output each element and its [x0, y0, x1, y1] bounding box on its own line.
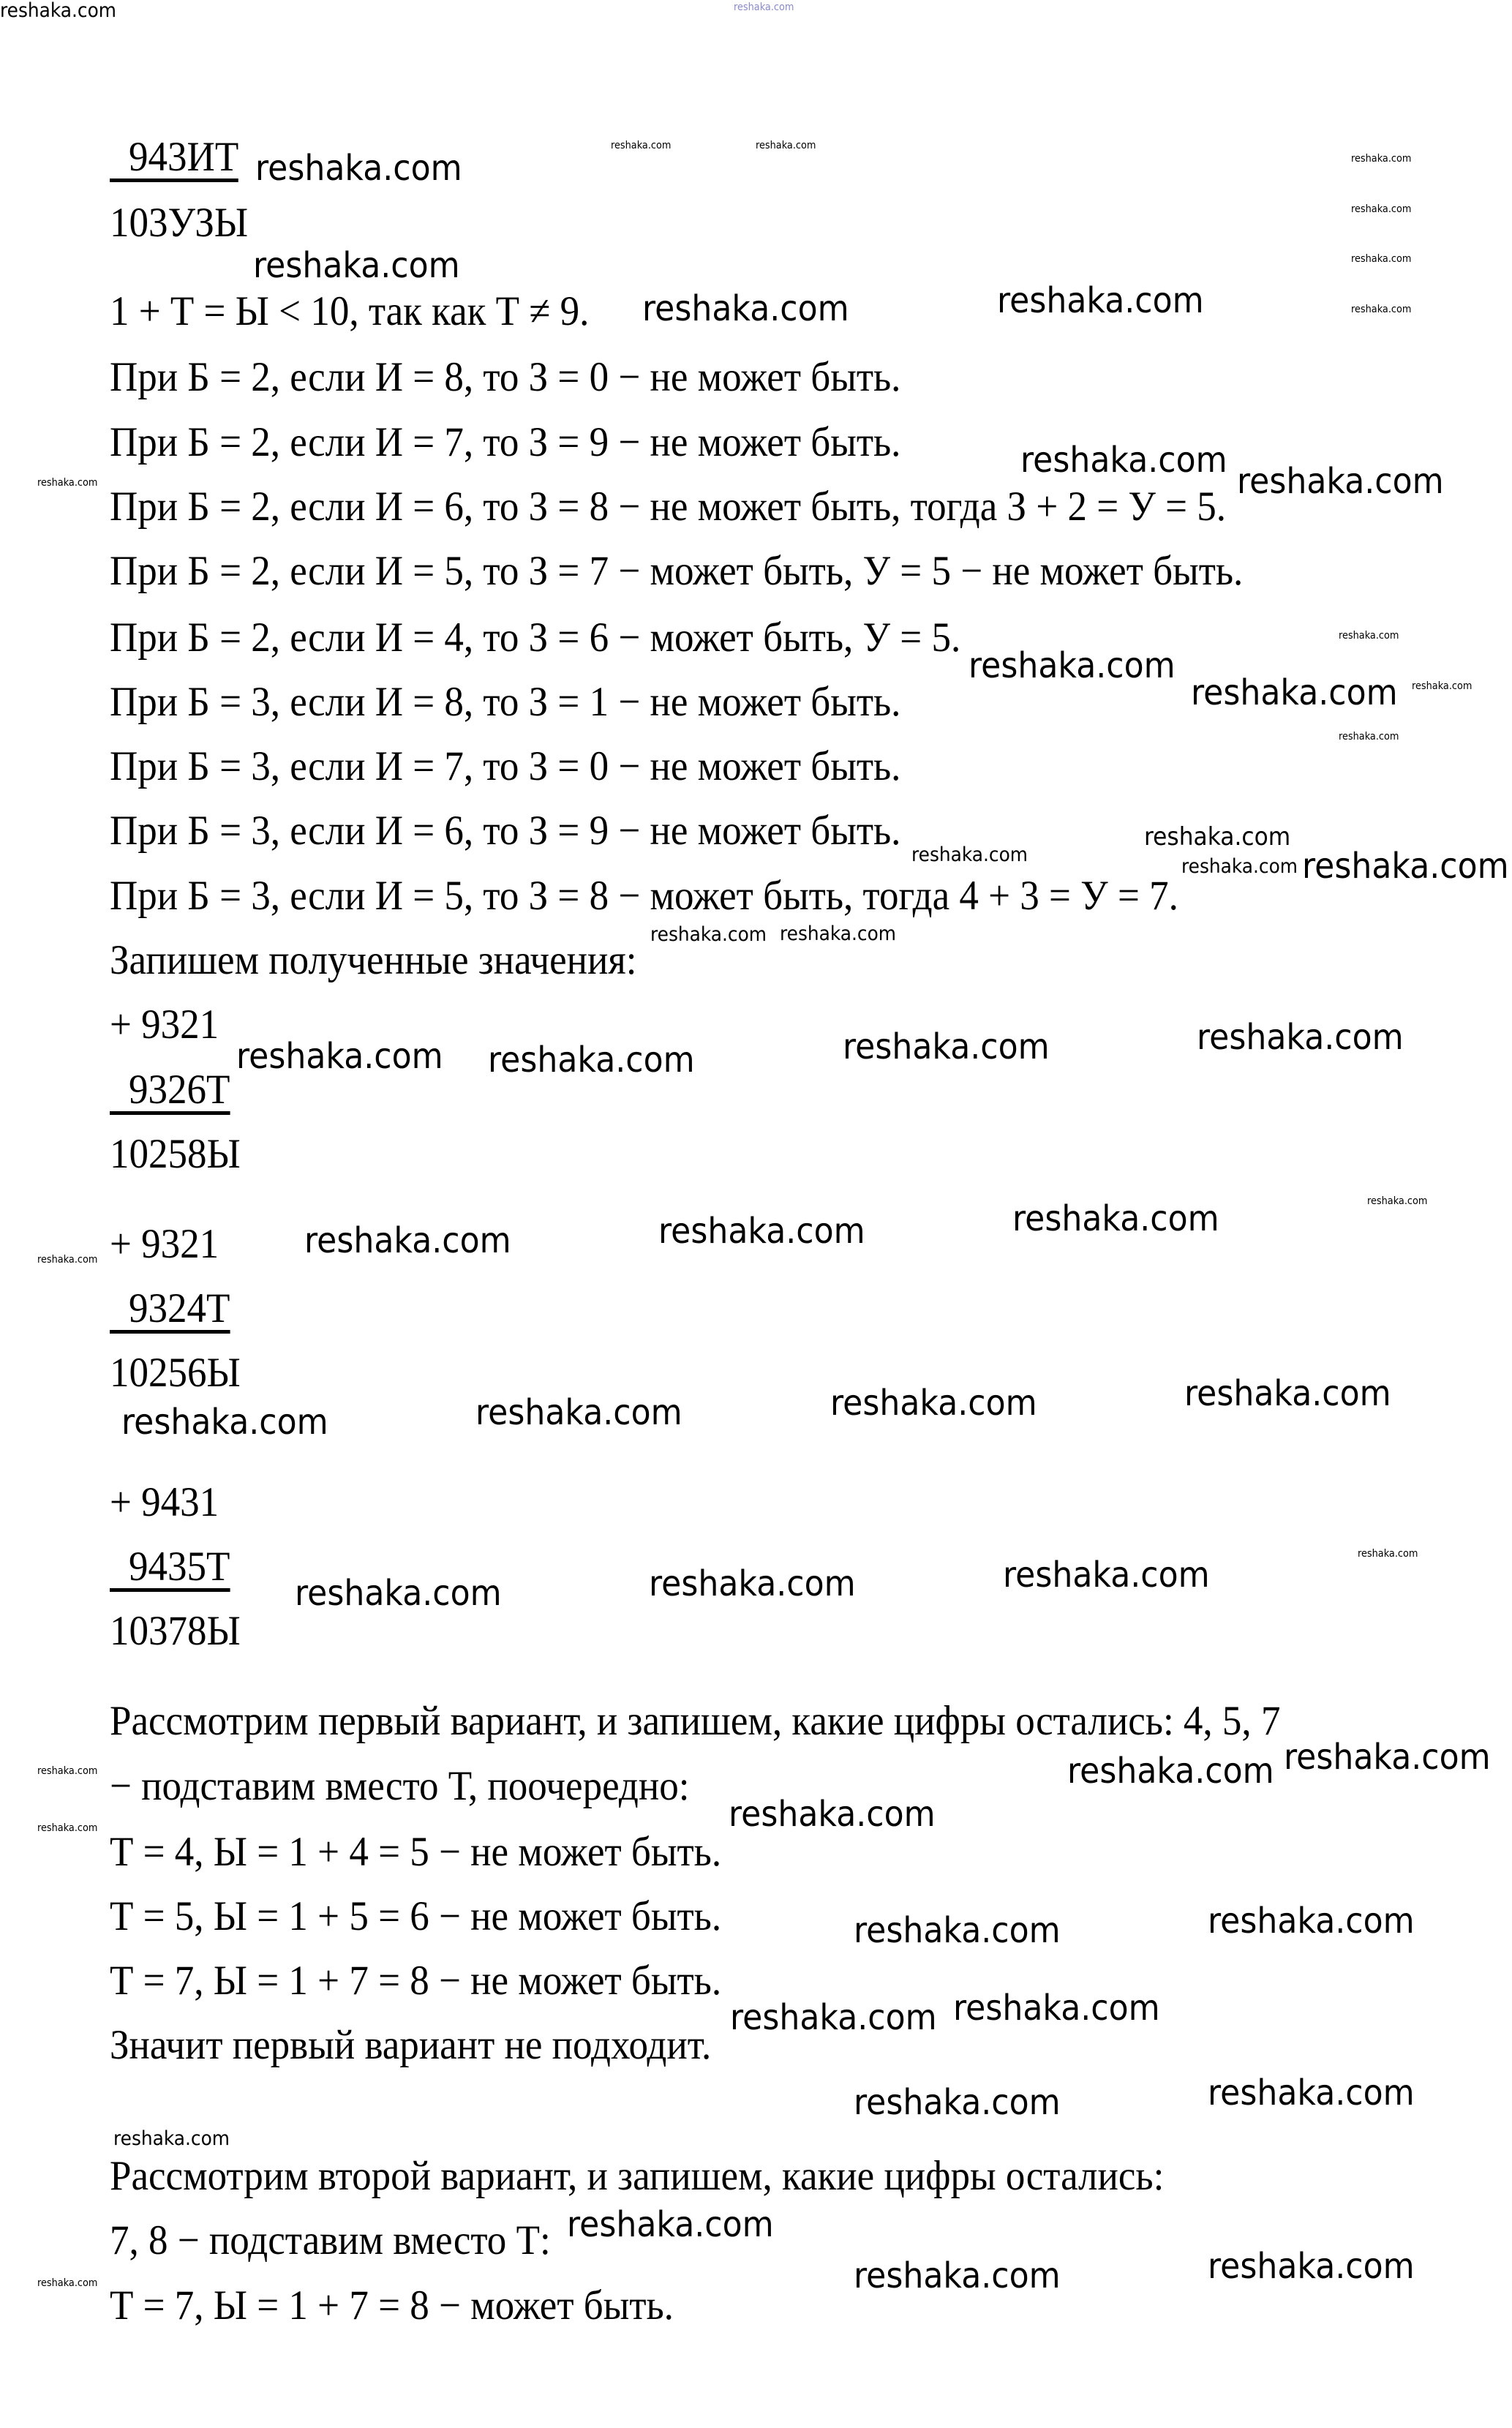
text-line — [110, 1829, 721, 1876]
watermark: reshaka.com — [854, 2082, 1061, 2123]
watermark: reshaka.com — [37, 1822, 98, 1834]
text-line — [110, 1001, 219, 1048]
watermark: reshaka.com — [730, 1997, 937, 2038]
text-line — [110, 808, 900, 854]
watermark: reshaka.com — [1367, 1195, 1428, 1207]
line-text: Т = 5, Ы = 1 + 5 = 6 − не может быть. — [110, 1893, 722, 1939]
text-line — [110, 2217, 551, 2264]
watermark: reshaka.com — [729, 1794, 936, 1835]
text-line — [110, 1350, 241, 1397]
watermark: reshaka.com — [488, 1040, 695, 1080]
watermark: reshaka.com — [911, 843, 1028, 866]
watermark: reshaka.com — [854, 1910, 1061, 1951]
watermark: reshaka.com — [1237, 461, 1444, 502]
underlined-addend: 9435Т — [110, 1546, 230, 1592]
watermark: reshaka.com — [1351, 153, 1412, 165]
watermark: reshaka.com — [734, 1, 794, 13]
line-text: 10256Ы — [110, 1350, 241, 1396]
text-line — [110, 200, 248, 247]
text-line — [110, 354, 900, 401]
watermark: reshaka.com — [121, 1402, 328, 1443]
watermark: reshaka.com — [37, 1765, 98, 1777]
line-text: При Б = 2, если И = 7, то З = 9 − не может быть. — [110, 419, 901, 465]
line-text: Т = 7, Ы = 1 + 7 = 8 − не может быть. — [110, 1958, 722, 2004]
watermark: reshaka.com — [1339, 630, 1399, 642]
text-line — [110, 2282, 674, 2329]
watermark: reshaka.com — [0, 0, 116, 22]
line-text: Т = 7, Ы = 1 + 7 = 8 − может быть. — [110, 2282, 674, 2329]
text-line — [110, 134, 238, 182]
underlined-addend: 9324Т — [110, 1288, 230, 1334]
watermark: reshaka.com — [854, 2255, 1061, 2296]
watermark: reshaka.com — [1412, 680, 1472, 692]
text-line — [110, 1479, 219, 1526]
line-text: При Б = 2, если И = 8, то З = 0 − не может быть. — [110, 354, 901, 400]
watermark: reshaka.com — [37, 1254, 98, 1266]
watermark: reshaka.com — [650, 923, 767, 946]
watermark: reshaka.com — [567, 2204, 774, 2245]
watermark: reshaka.com — [1181, 855, 1298, 878]
watermark: reshaka.com — [642, 288, 849, 329]
watermark: reshaka.com — [1208, 1901, 1415, 1942]
line-text: Значит первый вариант не подходит. — [110, 2022, 712, 2068]
text-line — [110, 288, 589, 335]
line-text: При Б = 3, если И = 8, то З = 1 − не может быть. — [110, 679, 901, 725]
line-text: При Б = 2, если И = 5, то З = 7 − может быть, У = 5 − не может быть. — [110, 548, 1244, 594]
watermark: reshaka.com — [295, 1573, 502, 1614]
watermark: reshaka.com — [253, 245, 460, 286]
text-line — [110, 1763, 689, 1810]
watermark: reshaka.com — [756, 140, 816, 151]
watermark: reshaka.com — [1351, 304, 1412, 315]
watermark: reshaka.com — [1351, 203, 1412, 215]
line-text: 1 + Т = Ы < 10, так как Т ≠ 9. — [110, 288, 590, 334]
watermark: reshaka.com — [1191, 672, 1398, 713]
text-line — [110, 548, 1243, 595]
line-text: 7, 8 − подставим вместо Т: — [110, 2217, 551, 2263]
watermark: reshaka.com — [658, 1211, 865, 1252]
watermark: reshaka.com — [1067, 1751, 1274, 1792]
text-line — [110, 2153, 1164, 2200]
watermark: reshaka.com — [830, 1383, 1037, 1424]
text-line — [110, 1893, 721, 1940]
underlined-addend: 9326Т — [110, 1069, 230, 1115]
watermark: reshaka.com — [1351, 253, 1412, 265]
watermark: reshaka.com — [611, 140, 672, 151]
watermark: reshaka.com — [997, 280, 1204, 321]
line-text: 10378Ы — [110, 1608, 241, 1654]
watermark: reshaka.com — [1358, 1548, 1418, 1560]
watermark: reshaka.com — [1184, 1373, 1391, 1414]
text-line — [110, 419, 900, 466]
watermark: reshaka.com — [37, 2277, 98, 2289]
watermark: reshaka.com — [37, 477, 98, 489]
watermark: reshaka.com — [1003, 1555, 1210, 1596]
watermark: reshaka.com — [968, 645, 1176, 686]
underlined-addend: 943ИТ — [110, 136, 238, 182]
watermark: reshaka.com — [1144, 822, 1291, 852]
text-line — [110, 614, 960, 661]
watermark: reshaka.com — [1197, 1017, 1404, 1058]
watermark: reshaka.com — [113, 2127, 230, 2150]
line-text: При Б = 2, если И = 4, то З = 6 − может быть, У = 5. — [110, 614, 961, 661]
watermark: reshaka.com — [1012, 1198, 1219, 1239]
text-line — [110, 743, 900, 790]
text-line — [110, 2022, 711, 2069]
line-text: + 9321 — [110, 1001, 219, 1048]
watermark: reshaka.com — [475, 1392, 682, 1433]
line-text: Рассмотрим первый вариант, и запишем, какие цифры остались: 4, 5, 7 — [110, 1698, 1281, 1744]
line-text: − подставим вместо Т, поочередно: — [110, 1763, 690, 1809]
text-line — [110, 679, 900, 726]
watermark: reshaka.com — [1339, 731, 1399, 743]
watermark: reshaka.com — [1208, 2246, 1415, 2287]
watermark: reshaka.com — [780, 922, 896, 945]
text-line — [110, 1131, 241, 1178]
watermark: reshaka.com — [304, 1220, 511, 1261]
line-text: При Б = 2, если И = 6, то З = 8 − не может быть, тогда З + 2 = У = 5. — [110, 484, 1227, 530]
line-text: 10258Ы — [110, 1131, 241, 1177]
line-text: При Б = 3, если И = 5, то З = 8 − может быть, тогда 4 + 3 = У = 7. — [110, 873, 1178, 919]
text-line — [110, 937, 636, 984]
watermark: reshaka.com — [843, 1026, 1050, 1067]
watermark: reshaka.com — [1208, 2072, 1415, 2113]
watermark: reshaka.com — [236, 1036, 443, 1077]
text-line — [110, 1608, 241, 1655]
text-line — [110, 1698, 1280, 1745]
line-text: Запишем полученные значения: — [110, 937, 637, 983]
watermark: reshaka.com — [649, 1563, 856, 1604]
text-line — [110, 1544, 230, 1592]
line-text: Рассмотрим второй вариант, и запишем, какие цифры остались: — [110, 2153, 1165, 2199]
watermark: reshaka.com — [255, 148, 462, 189]
watermark: reshaka.com — [1302, 846, 1509, 887]
line-text: Т = 4, Ы = 1 + 4 = 5 − не может быть. — [110, 1829, 722, 1875]
text-line — [110, 1067, 230, 1115]
line-text: 103УЗЫ — [110, 200, 249, 246]
text-line — [110, 1221, 219, 1268]
line-text: При Б = 3, если И = 6, то З = 9 − не может быть. — [110, 808, 901, 854]
text-line — [110, 1285, 230, 1334]
line-text: + 9321 — [110, 1221, 219, 1267]
watermark: reshaka.com — [1284, 1737, 1491, 1778]
watermark: reshaka.com — [953, 1988, 1160, 2029]
text-line — [110, 1958, 721, 2004]
text-line — [110, 484, 1226, 530]
watermark: reshaka.com — [1020, 440, 1227, 481]
text-line — [110, 873, 1178, 920]
line-text: При Б = 3, если И = 7, то З = 0 − не может быть. — [110, 743, 901, 789]
line-text: + 9431 — [110, 1479, 219, 1525]
